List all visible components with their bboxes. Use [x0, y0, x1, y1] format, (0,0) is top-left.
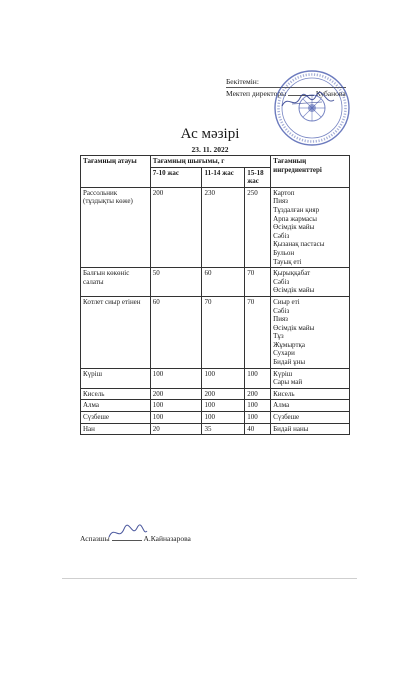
ingredient-item: Картоп: [273, 188, 295, 197]
output-value: 250: [245, 187, 271, 267]
ingredient-item: Қызанақ пастасы: [273, 240, 325, 249]
table-row: [81, 296, 350, 368]
output-value: 100: [150, 400, 202, 412]
ingredients-cell: [271, 423, 350, 435]
ingredient-item: Арпа жармасы: [273, 214, 317, 223]
ingredient-item: Сәбіз: [273, 231, 290, 240]
dish-name: Рассольник (тұздықты көже): [81, 187, 151, 267]
header-age-7-10: 7-10 жас: [150, 167, 202, 187]
approved-label: Бекітемін:: [226, 76, 346, 88]
output-value: 35: [202, 423, 245, 435]
ingredients-cell: [271, 296, 350, 368]
director-title: Мектеп директоры: [226, 89, 287, 98]
header-age-11-14: 11-14 жас: [202, 167, 245, 187]
ingredient-item: Кисель: [273, 389, 295, 398]
ingredients-cell: [271, 388, 350, 400]
dish-name: Сүзбеше: [81, 412, 151, 424]
output-value: 100: [245, 368, 271, 388]
output-value: 200: [202, 388, 245, 400]
ingredient-item: Өсімдік майы: [273, 223, 315, 232]
ingredient-item: Бидай наны: [273, 424, 309, 433]
dish-name: Кисель: [81, 388, 151, 400]
ingredient-item: Сары май: [273, 378, 303, 387]
ingredient-item: Сәбіз: [273, 306, 290, 315]
output-value: 100: [202, 400, 245, 412]
table-row: [81, 268, 350, 297]
ingredient-item: Тауық еті: [273, 257, 302, 266]
ingredient-item: Жұмыртқа: [273, 340, 306, 349]
header-ingredients: Тағамның ингредиенттері: [271, 156, 350, 188]
output-value: 230: [202, 187, 245, 267]
ingredient-item: Өсімдік майы: [273, 286, 315, 295]
menu-table-body: [81, 187, 350, 434]
dish-name: Нан: [81, 423, 151, 435]
cook-label: Аспазшы: [80, 534, 110, 543]
output-value: 60: [202, 268, 245, 297]
table-row: [81, 388, 350, 400]
ingredient-item: Пияз: [273, 315, 288, 324]
output-value: 100: [150, 412, 202, 424]
output-value: 200: [150, 388, 202, 400]
ingredients-cell: [271, 400, 350, 412]
ingredient-item: Тұз: [273, 332, 284, 341]
output-value: 70: [245, 296, 271, 368]
header-output: Тағамның шығымы, г: [150, 156, 270, 168]
table-row: [81, 400, 350, 412]
dish-name: Күріш: [81, 368, 151, 388]
ingredient-item: Бульон: [273, 248, 295, 257]
output-value: 50: [150, 268, 202, 297]
output-value: 100: [150, 368, 202, 388]
output-value: 200: [150, 187, 202, 267]
output-value: 70: [245, 268, 271, 297]
ingredients-cell: [271, 187, 350, 267]
output-value: 100: [202, 412, 245, 424]
ingredient-item: Сухари: [273, 349, 295, 358]
ingredient-item: Сиыр еті: [273, 297, 300, 306]
page-divider: [62, 578, 357, 579]
output-value: 20: [150, 423, 202, 435]
ingredient-item: Бидай ұны: [273, 358, 306, 367]
output-value: 40: [245, 423, 271, 435]
ingredient-item: Тұздалған қияр: [273, 205, 320, 214]
output-value: 70: [202, 296, 245, 368]
output-value: 100: [245, 400, 271, 412]
output-value: 100: [245, 412, 271, 424]
director-name: Кубанова: [315, 89, 346, 98]
ingredient-item: Күріш: [273, 369, 293, 378]
document-date: 23. 11. 2022: [191, 145, 229, 154]
header-dish-name: Тағамның атауы: [81, 156, 151, 188]
dish-name: Балғын көкөніс салаты: [81, 268, 151, 297]
table-row: [81, 368, 350, 388]
ingredient-item: Сүзбеше: [273, 413, 300, 422]
cook-name: А.Кайназарова: [143, 534, 191, 543]
table-row: [81, 423, 350, 435]
output-value: 100: [202, 368, 245, 388]
cook-block: [80, 534, 191, 543]
ingredients-cell: [271, 268, 350, 297]
ingredient-item: Өсімдік майы: [273, 323, 315, 332]
ingredient-item: Қырыққабат: [273, 269, 311, 278]
ingredient-item: Алма: [273, 401, 290, 410]
ingredients-cell: [271, 368, 350, 388]
output-value: 60: [150, 296, 202, 368]
ingredient-item: Сәбіз: [273, 277, 290, 286]
table-row: [81, 412, 350, 424]
menu-table: [80, 155, 350, 435]
dish-name: Котлет сиыр етінен: [81, 296, 151, 368]
ingredients-cell: [271, 412, 350, 424]
document-title: Ас мәзірі: [180, 126, 240, 142]
ingredient-item: Пияз: [273, 197, 288, 206]
output-value: 200: [245, 388, 271, 400]
dish-name: Алма: [81, 400, 151, 412]
director-signature: [278, 90, 338, 112]
header-age-15-18: 15-18 жас: [245, 167, 271, 187]
table-row: [81, 187, 350, 267]
